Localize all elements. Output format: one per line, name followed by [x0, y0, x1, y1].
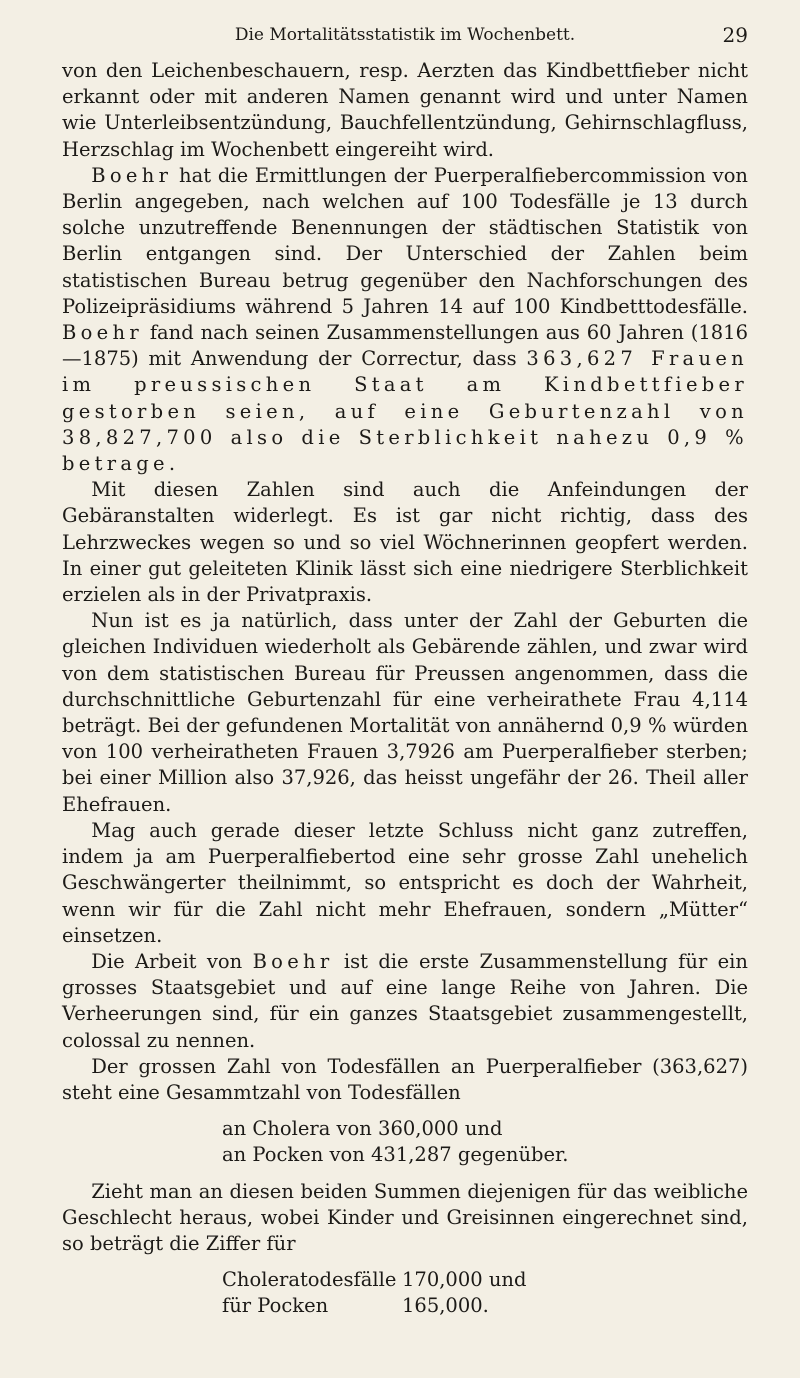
running-title: Die Mortalitätsstatistik im Wochenbett. [234, 25, 576, 45]
paragraph-7: Der grossen Zahl von Todesfällen an Puerperalfieber (363,627) steht eine Gesammtzahl von Todesfällen [62, 1054, 748, 1104]
list-item: an Cholera von 360,000 und [222, 1117, 503, 1141]
page-number: 29 [722, 23, 748, 47]
paragraph-3: Mit diesen Zahlen sind auch die Anfeindungen der Gebäranstalten widerlegt. Es ist gar nicht richtig, dass des Lehrzweckes wegen so und so viel Wöchnerinnen geopfert werden. In einer gut geleiteten Klinik lässt sich eine niedrigere Sterblichkeit erzielen als in der Privatpraxis. [62, 478, 748, 607]
paragraph-5: Mag auch gerade dieser letzte Schluss nicht ganz zutreffen, indem ja am Puerperalfiebertod eine sehr grosse Zahl unehelich Geschwängerter theilnimmt, so entspricht es doch der Wahrheit, wenn wir für die Zahl nicht mehr Ehefrauen, sondern „Mütter“ einsetzen. [62, 818, 748, 947]
author-name: Boehr [91, 163, 173, 187]
female-mortality-table [222, 1267, 748, 1319]
paragraph-6: Die Arbeit von Boehr ist die erste Zusammenstellung für ein grosses Staatsgebiet und auf eine lange Reihe von Jahren. Die Verheerungen sind, für ein ganzes Staatsgebiet zusammengestellt, colossal zu nennen. [62, 949, 748, 1052]
author-name: Boehr [252, 949, 334, 973]
mortality-list [222, 1116, 748, 1168]
table-label: Choleratodesfälle [222, 1268, 397, 1292]
paragraph-2: Boehr hat die Ermittlungen der Puerperalfiebercommission von Berlin angegeben, nach welchen auf 100 Todesfälle je 13 durch solche unzutreffende Benennungen der städtischen Statistik von Berlin entgangen sind. Der Unterschied der Zahlen beim statistischen Bureau betrug gegenüber den Nachforschungen des Polizeipräsidiums während 5 Jahren 14 auf 100 Kindbetttodesfälle. Boehr fand nach seinen Zusammenstellungen aus 60 Jahren (1816—1875) mit Anwendung der Correctur, dass 363,627 Frauen im preussischen Staat am Kindbettfieber gestorben seien, auf eine Geburtenzahl von 38,827,700 also die Sterblichkeit nahezu 0,9 % betrage. [62, 163, 749, 476]
table-row [222, 1267, 748, 1293]
paragraph-1: von den Leichenbeschauern, resp. Aerzten das Kindbettfieber nicht erkannt oder mit anderen Namen genannt wird und unter Namen wie Unterleibsentzündung, Bauchfellentzündung, Gehirnschlagfluss, Herzschlag im Wochenbett eingereiht wird. [62, 59, 748, 161]
list-item: an Pocken von 431,287 gegenüber. [222, 1143, 569, 1167]
table-row [222, 1293, 748, 1319]
body-text [62, 58, 748, 1320]
table-value: 170,000 und [402, 1268, 527, 1292]
emphasized-result: 363,627 Frauen im preussischen Staat am Kindbettfieber gestorben seien, auf eine Geburtenzahl von 38,827,700 also die Sterblichkeit nahezu 0,9 % betrage. [62, 347, 749, 476]
paragraph-4: Nun ist es ja natürlich, dass unter der Zahl der Geburten die gleichen Individuen wiederholt als Gebärende zählen, und zwar wird von dem statistischen Bureau für Preussen angenommen, dass die durchschnittliche Geburtenzahl für eine verheirathete Frau 4,114 beträgt. Bei der gefundenen Mortalität von annähernd 0,9 % würden von 100 verheiratheten Frauen 3,7926 am Puerperalfieber sterben; bei einer Million also 37,926, das heisst ungefähr der 26. Theil aller Ehefrauen. [62, 609, 748, 816]
author-name: Boehr [62, 321, 143, 345]
table-value: 165,000. [402, 1294, 489, 1318]
table-label: für Pocken [222, 1294, 329, 1318]
running-head [62, 12, 748, 58]
paragraph-8: Zieht man an diesen beiden Summen diejenigen für das weibliche Geschlecht heraus, wobei Kinder und Greisinnen eingerechnet sind, so beträgt die Ziffer für [62, 1179, 748, 1255]
